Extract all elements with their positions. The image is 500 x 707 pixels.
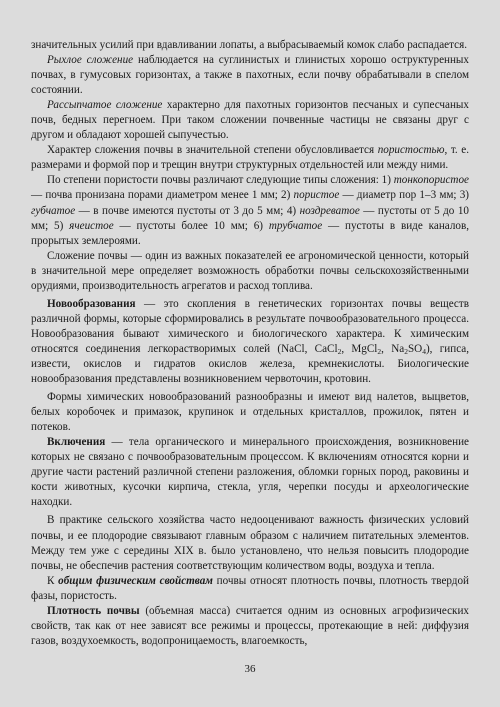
text-run: К [47,574,59,587]
italic-term: Рассыпчатое сложение [47,99,163,112]
text-run: значительных усилий при вдавливании лопаты, а выбрасываемый комок слабо распадается. [31,39,467,51]
text-run: (объемная масса) считается одним из основных агрофизических свойств, так как от нее зависят все режимы и процессы, протекающие в ней: диффузия газов, воздухоемкость, водопроницаемость, влагоемкость, [31,604,470,647]
text-run: ), гипса, извести, окислов и гидратов окислов железа, кремнекислоты. Биологические новообразования представлены возникновением червоточин, кротовин. [31,342,470,386]
text-run: В практике сельского хозяйства часто недооценивают важность физических условий почвы, и ее плодородие связывают главным образом с наличием питательных элементов. Между тем уже с середины XIX в. было установлено, что нельзя повысить плодородие почвы, не обеспечив растения соответствующим количеством воды, воздуха и тепла. [31,514,469,572]
text-run: — в почве имеются пустоты от 3 до 5 мм; 4) [75,204,300,217]
paragraph [31,435,469,510]
subscript: 2 [377,346,382,356]
italic-term: тонкопористое [393,174,469,187]
subscript: 2 [404,346,408,356]
italic-term: пористое [293,189,340,202]
text-run: — пустоты более 10 мм; 6) [113,219,269,232]
italic-term: пористостью [377,144,445,157]
text-run: Формы химических новообразований разнообразны и имеют вид налетов, выцветов, белых коробочек и примазок, крупинок и отдельных кристаллов, прожилок, пятен и потеков. [31,391,469,434]
subscript: 2 [337,346,342,356]
paragraph [31,390,469,435]
text-run: почвы относят плотность почвы, плотность твердой фазы, пористость. [31,574,470,602]
paragraph [31,143,469,173]
text-run: , Na [381,342,405,355]
text-run: — пустоты в виде каналов, прорытых землероями. [31,219,469,247]
body-text [31,38,469,649]
italic-term: Рыхлое сложение [47,54,134,67]
page-number: 36 [244,663,256,675]
paragraph [31,38,469,53]
bold-italic-term: общим физическим свойствам [58,574,213,587]
paragraph [31,53,469,98]
paragraph [31,249,469,294]
bold-term: Плотность почвы [47,604,140,617]
text-run: Сложение почвы — один из важных показателей ее агрономической ценности, который в значительной мере определяет возможность обработки почвы сельскохозяйственными орудиями, производительность агрегатов и расход топлива. [31,249,469,292]
paragraph [31,173,469,248]
text-run: наблюдается на суглинистых и глинистых хорошо оструктуренных почвах, в гумусовых горизонтах, а также в пахотных, если почву обрабатывали в спелом состоянии. [31,54,469,97]
italic-term: ячеистое [69,219,114,232]
italic-term: ноздреватое [299,204,360,217]
text-run: — это скопления в генетических горизонтах почвы веществ различной формы, которые сформировались в результате почвообразовательного процесса. Новообразования бывают химического и биологического характера. К химическим относятся соединения легкорастворимых солей (NaCl, CaCl [31,297,469,355]
text-run: Характер сложения почвы в значительной степени обусловливается [47,144,378,157]
text-run: , MgCl [341,342,378,355]
text-run: — тела органического и минерального происхождения, возникновение которых не связано с почвообразовательным процессом. К включениям относятся корни и другие части растений различной степени разложения, обломки горных пород, раковины и кости животных, кусочки кирпича, стекла, угля, черепки посуды и археологические находки. [31,436,469,509]
text-run: — диаметр пор 1–3 мм; 3) [339,189,469,202]
paragraph [31,574,469,604]
text-run: — пустоты от 5 до 10 мм; 5) [31,204,469,232]
text-run: SO [407,342,423,355]
paragraph [31,98,469,143]
paragraph [31,513,469,573]
bold-term: Новообразования [47,297,136,310]
subscript: 4 [422,346,426,356]
text-run: — почва пронизана порами диаметром менее 1 мм; 2) [31,189,294,202]
italic-term: губчатое [31,204,76,217]
bold-term: Включения [47,436,106,449]
paragraph [31,297,469,387]
text-run: , т. е. размерами и формой пор и трещин внутри структурных отдельностей или между ними. [31,144,469,172]
text-run: характерно для пахотных горизонтов песчаных и супесчаных почв, бедных перегноем. При таком сложении почвенные частицы не связаны друг с другом и обладают хорошей сыпучестью. [31,99,469,142]
paragraph [31,604,469,649]
text-run: По степени пористости почвы различают следующие типы сложения: 1) [47,174,394,187]
italic-term: трубчатое [268,219,323,232]
